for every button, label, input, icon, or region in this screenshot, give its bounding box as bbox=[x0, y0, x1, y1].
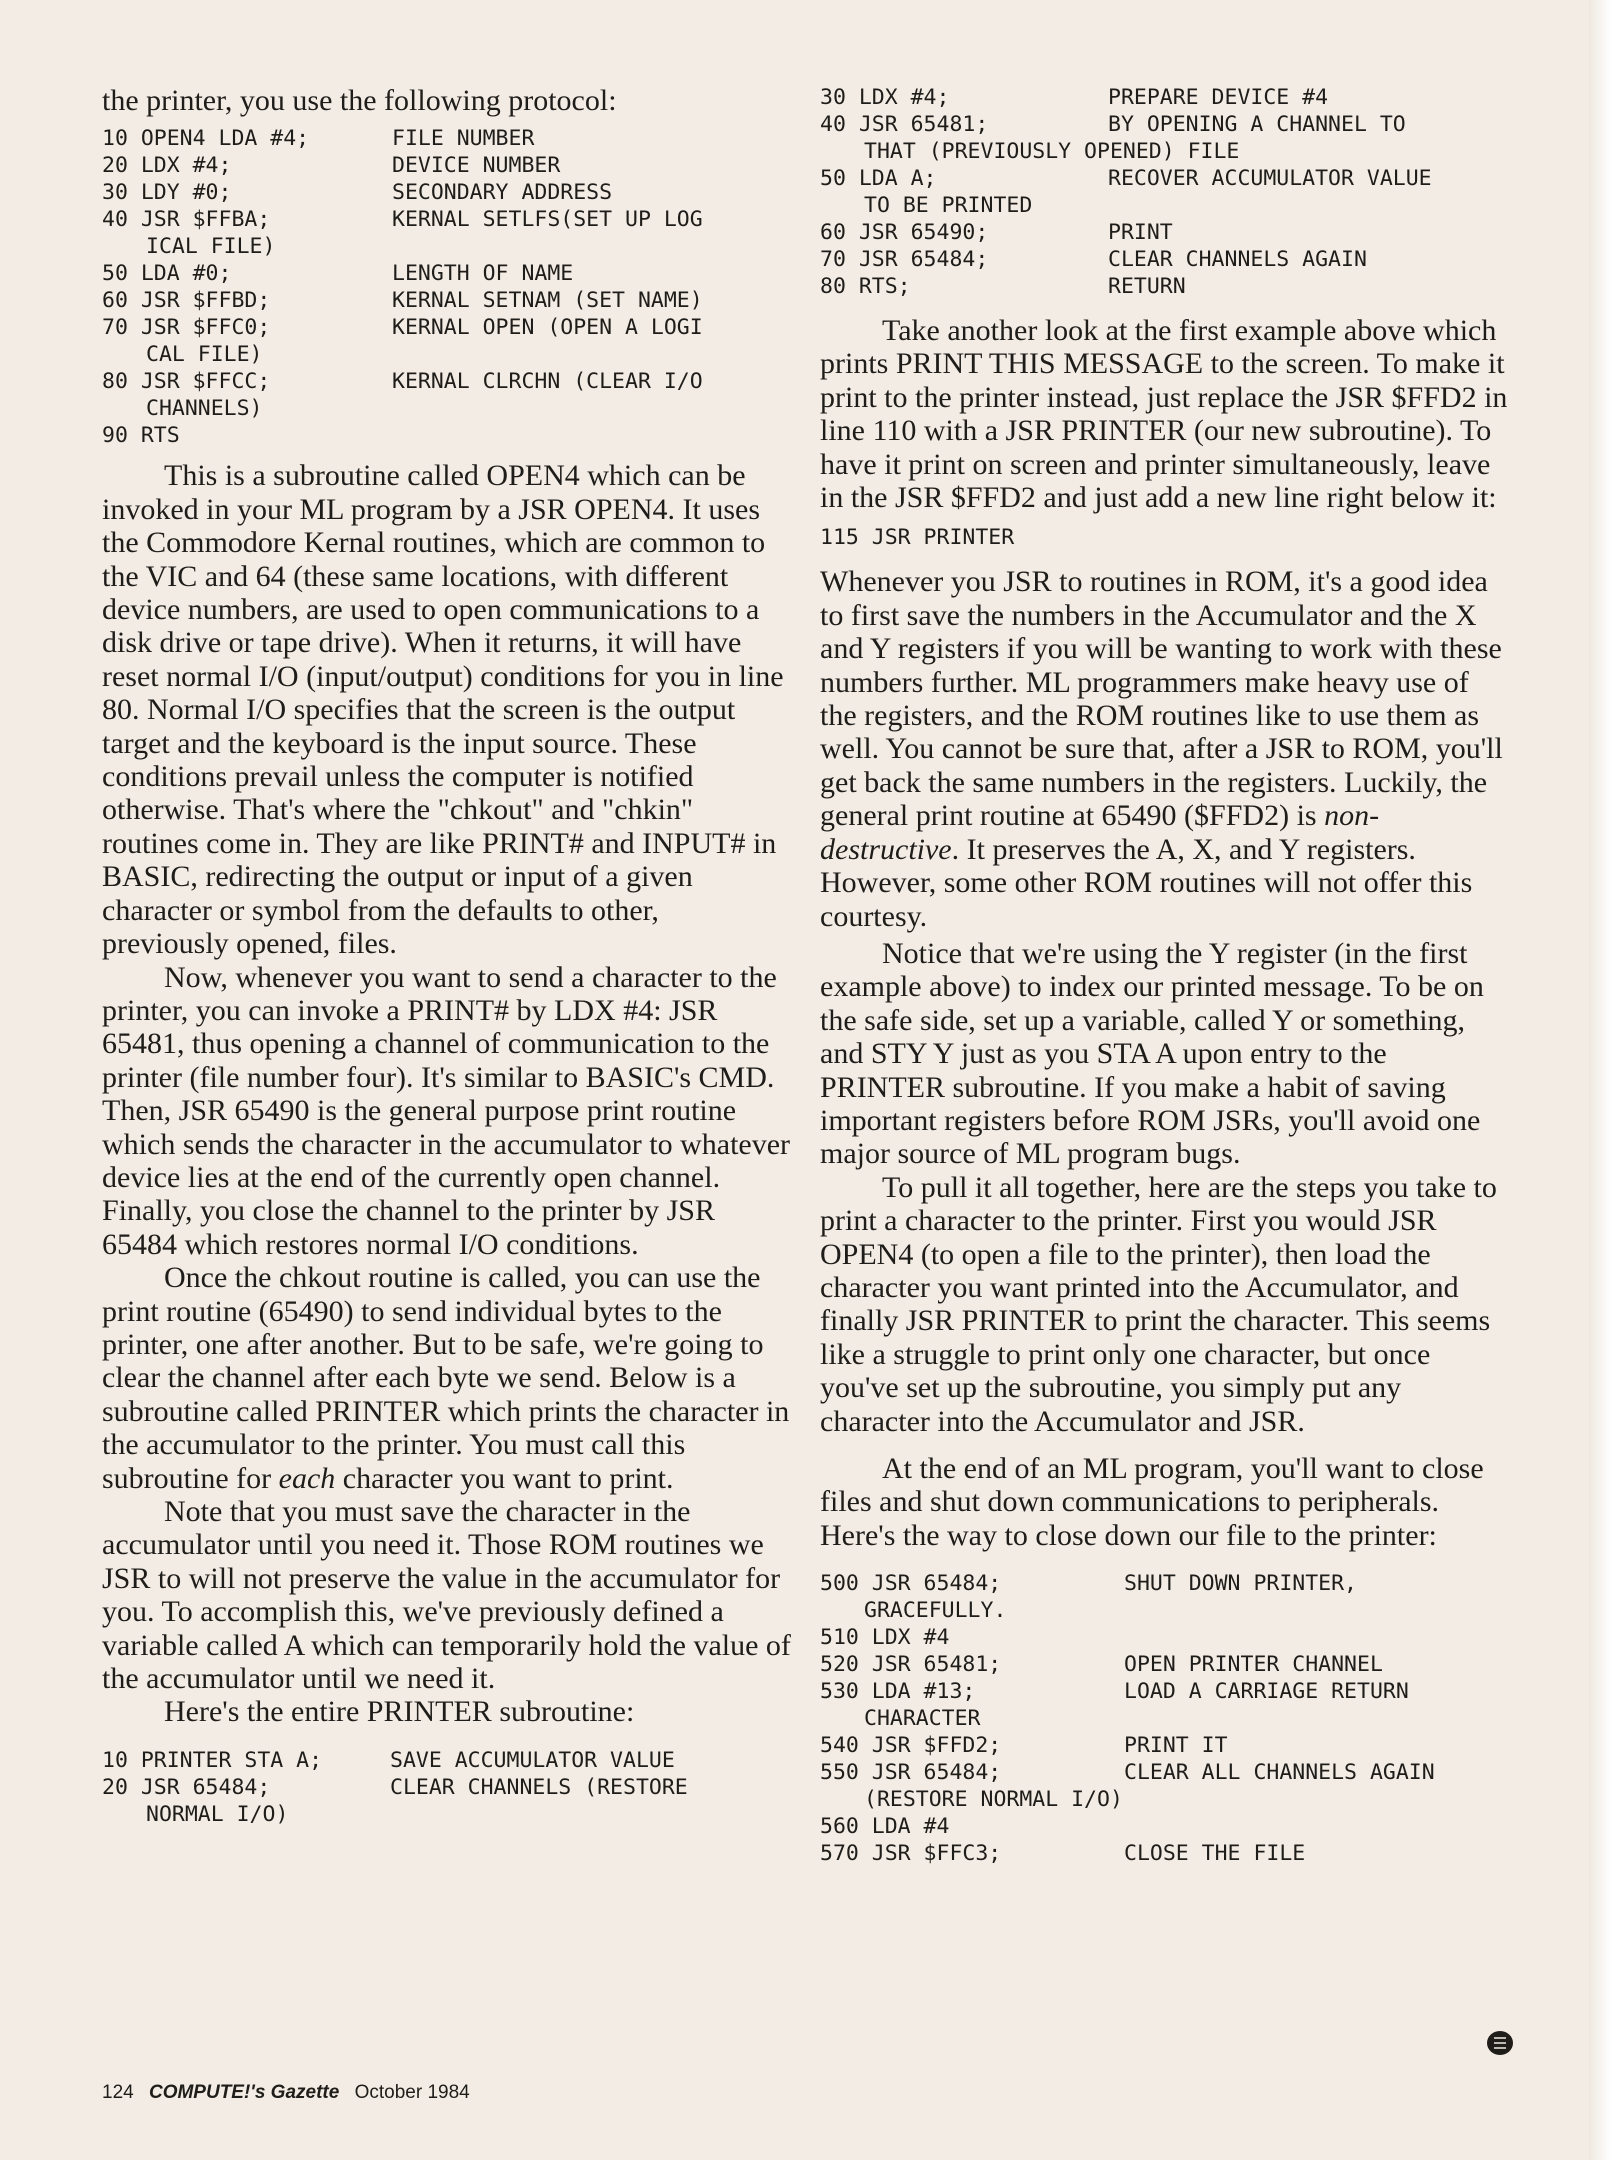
listing-continuation: CAL FILE) bbox=[146, 342, 263, 368]
listing-code: 90 RTS bbox=[102, 423, 180, 449]
listing-continuation: THAT (PREVIOUSLY OPENED) FILE bbox=[864, 139, 1240, 164]
compute-end-mark-icon bbox=[1486, 2030, 1514, 2056]
right-column bbox=[820, 84, 1510, 1867]
open4-listing bbox=[102, 125, 792, 449]
listing-comment: PRINT bbox=[1108, 220, 1173, 245]
left-paragraph-3-text-b: character you want to print. bbox=[335, 1461, 674, 1495]
listing-continuation: ICAL FILE) bbox=[146, 234, 276, 260]
listing-comment: KERNAL OPEN (OPEN A LOGI bbox=[392, 315, 703, 341]
left-paragraph-3 bbox=[102, 1261, 792, 1495]
listing-line bbox=[820, 273, 1510, 300]
listing-continuation: (RESTORE NORMAL I/O) bbox=[864, 1787, 1123, 1813]
listing-line bbox=[102, 1774, 792, 1828]
listing-code: 20 JSR 65484; bbox=[102, 1774, 271, 1800]
listing-comment bbox=[392, 422, 792, 449]
listing-code: 50 LDA #0; bbox=[102, 261, 232, 287]
listing-line bbox=[820, 1651, 1510, 1678]
listing-line bbox=[820, 1759, 1510, 1813]
listing-comment: LENGTH OF NAME bbox=[392, 261, 574, 287]
listing-comment bbox=[1124, 1624, 1510, 1651]
listing-line-115: 115 JSR PRINTER bbox=[820, 525, 1015, 551]
listing-code: 550 JSR 65484; bbox=[820, 1760, 1002, 1786]
listing-code: 540 JSR $FFD2; bbox=[820, 1733, 1002, 1759]
listing-line bbox=[820, 1624, 1510, 1651]
listing-continuation: GRACEFULLY. bbox=[864, 1598, 1007, 1624]
listing-comment: CLEAR ALL CHANNELS AGAIN bbox=[1124, 1760, 1435, 1786]
listing-line bbox=[820, 1732, 1510, 1759]
right-paragraph-2-text-b: . It preserves the A, X, and Y registers. However, some other ROM routines will not offer this courtesy. bbox=[820, 832, 1473, 933]
listing-comment: DEVICE NUMBER bbox=[392, 153, 561, 179]
listing-line bbox=[102, 179, 792, 206]
listing-comment: BY OPENING A CHANNEL TO bbox=[1108, 112, 1406, 137]
left-paragraph-2: Now, whenever you want to send a character to the printer, you can invoke a PRINT# by LDX #4: JSR 65481, thus opening a channel of communication to the printer (file number four). It's similar to BASIC's CMD. Then, JSR 65490 is the general purpose print routine which sends the character in the accumulator to whatever device lies at the end of the currently open channel. Finally, you close the channel to the printer by JSR 65484 which restores normal I/O conditions. bbox=[102, 960, 791, 1261]
listing-comment: CLEAR CHANNELS (RESTORE bbox=[390, 1774, 688, 1800]
listing-line bbox=[820, 1570, 1510, 1624]
listing-continuation: NORMAL I/O) bbox=[146, 1801, 289, 1827]
listing-code: 520 JSR 65481; bbox=[820, 1652, 1002, 1678]
line-115-listing bbox=[820, 524, 1510, 551]
listing-continuation: CHARACTER bbox=[864, 1706, 981, 1732]
listing-code: 30 LDX #4; bbox=[820, 85, 950, 110]
listing-code: 20 LDX #4; bbox=[102, 153, 232, 179]
left-paragraph-5: Here's the entire PRINTER subroutine: bbox=[164, 1695, 635, 1729]
listing-comment: SHUT DOWN PRINTER, bbox=[1124, 1571, 1357, 1597]
left-intro: the printer, you use the following protocol: bbox=[102, 84, 617, 117]
listing-code: 10 PRINTER STA A; bbox=[102, 1747, 323, 1773]
printer-listing-part-b bbox=[820, 84, 1510, 300]
listing-continuation: CHANNELS) bbox=[146, 396, 263, 422]
issue-date: October 1984 bbox=[354, 2082, 470, 2103]
listing-line bbox=[820, 246, 1510, 273]
listing-code: 500 JSR 65484; bbox=[820, 1571, 1002, 1597]
listing-line bbox=[102, 152, 792, 179]
listing-code: 560 LDA #4 bbox=[820, 1814, 950, 1840]
listing-line bbox=[820, 165, 1510, 219]
listing-comment: LOAD A CARRIAGE RETURN bbox=[1124, 1679, 1409, 1705]
listing-comment: RETURN bbox=[1108, 274, 1186, 299]
left-paragraph-3-text-a: Once the chkout routine is called, you can use the print routine (65490) to send individual bytes to the printer, one after another. But to be safe, we're going to clear the channel after each byte we send. Below is a subroutine called PRINTER which prints the character in the accumulator to the printer. You must call this subroutine for bbox=[102, 1261, 790, 1495]
listing-comment: KERNAL CLRCHN (CLEAR I/O bbox=[392, 369, 703, 395]
page-footer bbox=[102, 2082, 470, 2104]
page-edge-shade bbox=[1589, 0, 1611, 2160]
right-paragraph-2-emphasis: non-destructive bbox=[820, 799, 1380, 866]
listing-line bbox=[102, 287, 792, 314]
listing-comment: CLOSE THE FILE bbox=[1124, 1841, 1306, 1867]
listing-comment: CLEAR CHANNELS AGAIN bbox=[1108, 247, 1367, 272]
listing-code: 80 JSR $FFCC; bbox=[102, 369, 271, 395]
listing-line bbox=[102, 314, 792, 368]
listing-code: 60 JSR $FFBD; bbox=[102, 288, 271, 314]
close-file-listing bbox=[820, 1570, 1510, 1867]
left-paragraph-4: Note that you must save the character in the accumulator until you need it. Those ROM routines we JSR to will not preserve the value in the accumulator for you. To accomplish this, we've previously defined a variable called A which can temporarily hold the value of the accumulator until we need it. bbox=[102, 1495, 791, 1696]
listing-comment: SAVE ACCUMULATOR VALUE bbox=[390, 1747, 675, 1773]
listing-code: 60 JSR 65490; bbox=[820, 220, 989, 245]
right-paragraph-2-text-a: Whenever you JSR to routines in ROM, it's a good idea to first save the numbers in the Accumulator and the X and Y registers if you will be wanting to work with these numbers further. ML programmers make heavy use of the registers, and the ROM routines like to use them as well. You cannot be sure that, after a JSR to ROM, you'll get back the same numbers in the registers. Luckily, the general print routine at 65490 ($FFD2) is bbox=[820, 565, 1503, 833]
listing-line bbox=[820, 219, 1510, 246]
right-paragraph-4: To pull it all together, here are the steps you take to print a character to the printer. First you would JSR OPEN4 (to open a file to the printer), then load the character you want printed into the Accumulator, and finally JSR PRINTER to print the character. This seems like a struggle to print only one character, but once you've set up the subroutine, you simply put any character into the Accumulator and JSR. bbox=[820, 1170, 1497, 1438]
listing-line bbox=[820, 1840, 1510, 1867]
listing-line bbox=[820, 1678, 1510, 1732]
listing-code: 570 JSR $FFC3; bbox=[820, 1841, 1002, 1867]
listing-line bbox=[102, 1747, 792, 1774]
listing-code: 70 JSR $FFC0; bbox=[102, 315, 271, 341]
left-paragraph-3-emphasis: each bbox=[278, 1461, 336, 1495]
listing-line bbox=[102, 368, 792, 422]
listing-comment: PRINT IT bbox=[1124, 1733, 1228, 1759]
listing-line bbox=[820, 1813, 1510, 1840]
magazine-name: COMPUTE!'s Gazette bbox=[148, 2082, 340, 2103]
listing-comment: RECOVER ACCUMULATOR VALUE bbox=[1108, 166, 1432, 191]
listing-comment bbox=[1124, 1813, 1510, 1840]
left-column bbox=[102, 84, 792, 1828]
listing-line bbox=[820, 111, 1510, 165]
listing-code: 70 JSR 65484; bbox=[820, 247, 989, 272]
page-number: 124 bbox=[102, 2082, 134, 2103]
right-paragraph-5: At the end of an ML program, you'll want to close files and shut down communications to peripherals. Here's the way to close down our file to the printer: bbox=[820, 1452, 1484, 1552]
printer-listing-part-a bbox=[102, 1747, 792, 1828]
listing-line bbox=[102, 422, 792, 449]
listing-code: 40 JSR $FFBA; bbox=[102, 207, 271, 233]
listing-comment: PREPARE DEVICE #4 bbox=[1108, 85, 1329, 110]
right-paragraph-1: Take another look at the first example above which prints PRINT THIS MESSAGE to the screen. To make it print to the printer instead, just replace the JSR $FFD2 in line 110 with a JSR PRINTER (our new subroutine). To have it print on screen and printer simultaneously, leave in the JSR $FFD2 and just add a new line right below it: bbox=[820, 314, 1508, 515]
listing-code: 50 LDA A; bbox=[820, 166, 937, 191]
right-paragraph-2 bbox=[820, 565, 1510, 932]
listing-code: 530 LDA #13; bbox=[820, 1679, 976, 1705]
listing-line bbox=[820, 84, 1510, 111]
listing-comment: OPEN PRINTER CHANNEL bbox=[1124, 1652, 1383, 1678]
listing-code: 510 LDX #4 bbox=[820, 1625, 950, 1651]
listing-comment: KERNAL SETNAM (SET NAME) bbox=[392, 288, 703, 314]
listing-comment: FILE NUMBER bbox=[392, 126, 535, 152]
listing-line bbox=[102, 125, 792, 152]
listing-line bbox=[102, 260, 792, 287]
listing-comment: SECONDARY ADDRESS bbox=[392, 180, 613, 206]
left-paragraph-1: This is a subroutine called OPEN4 which can be invoked in your ML program by a JSR OPEN4. It uses the Commodore Kernal routines, which are common to the VIC and 64 (these same locations, with different device numbers, are used to open communications to a disk drive or tape drive). When it returns, it will have reset normal I/O (input/output) conditions for you in line 80. Normal I/O specifies that the screen is the output target and the keyboard is the input source. These conditions prevail unless the computer is notified otherwise. That's where the "chkout" and "chkin" routines come in. They are like PRINT# and INPUT# in BASIC, redirecting the output or input of a given character or symbol from the defaults to other, previously opened, files. bbox=[102, 459, 784, 961]
right-paragraph-3: Notice that we're using the Y register (in the first example above) to index our printed message. To be on the safe side, set up a variable, called Y or something, and STY Y just as you STA A upon entry to the PRINTER subroutine. If you make a habit of saving important registers before ROM JSRs, you'll avoid one major source of ML program bugs. bbox=[820, 936, 1484, 1171]
listing-continuation: TO BE PRINTED bbox=[864, 193, 1033, 218]
listing-code: 30 LDY #0; bbox=[102, 180, 232, 206]
listing-code: 10 OPEN4 LDA #4; bbox=[102, 126, 310, 152]
listing-comment: KERNAL SETLFS(SET UP LOG bbox=[392, 207, 703, 233]
listing-code: 40 JSR 65481; bbox=[820, 112, 989, 137]
listing-code: 80 RTS; bbox=[820, 274, 911, 299]
listing-line bbox=[102, 206, 792, 260]
